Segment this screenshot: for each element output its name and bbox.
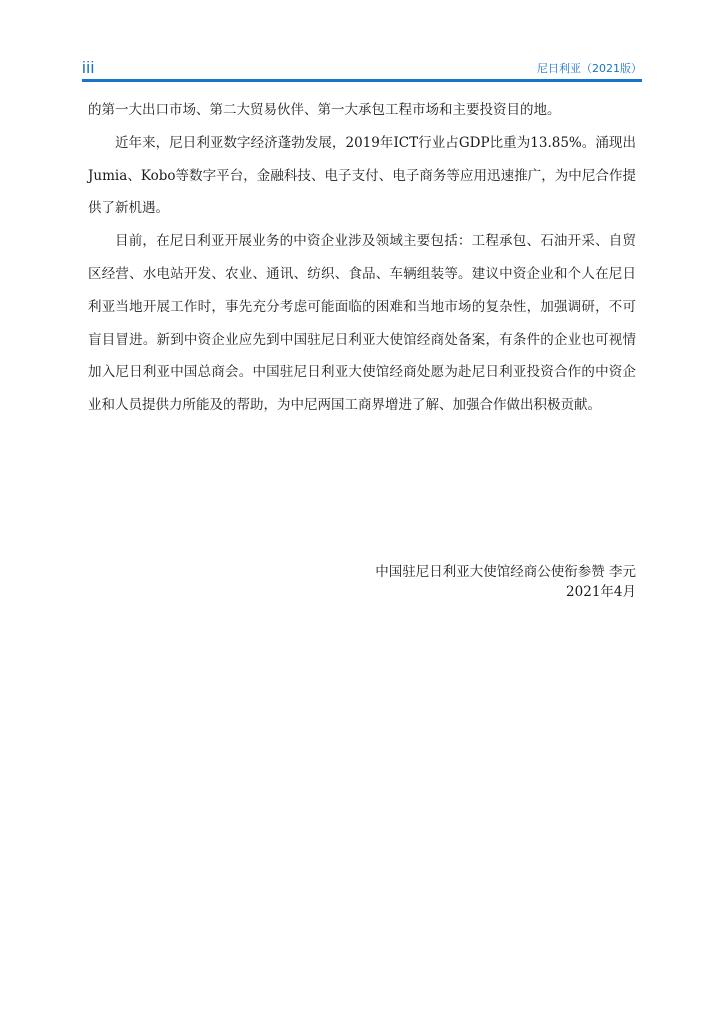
signature-block xyxy=(375,562,636,602)
paragraph-digital-economy: 近年来，尼日利亚数字经济蓬勃发展，2019年ICT行业占GDP比重为13.85%。涌现出Jumia、Kobo等数字平台，金融科技、电子支付、电子商务等应用迅速推广，为中尼合作提供了新机遇。 xyxy=(88,134,636,217)
page-number: iii xyxy=(82,58,95,77)
page-header xyxy=(82,58,642,80)
paragraph-continuation: 的第一大出口市场、第二大贸易伙伴、第一大承包工程市场和主要投资目的地。 xyxy=(88,102,561,118)
running-title: 尼日利亚（2021版） xyxy=(537,62,642,75)
header-rule xyxy=(82,79,642,82)
signature-date: 2021年4月 xyxy=(566,584,636,600)
paragraph-business-advice: 目前，在尼日利亚开展业务的中资企业涉及领域主要包括：工程承包、石油开采、自贸区经营、水电站开发、农业、通讯、纺织、食品、车辆组装等。建议中资企业和个人在尼日利亚当地开展工作时，事先充分考虑可能面临的困难和当地市场的复杂性，加强调研，不可盲目冒进。新到中资企业应先到中国驻尼日利亚大使馆经商处备案，有条件的企业也可视情加入尼日利亚中国总商会。中国驻尼日利亚大使馆经商处愿为赴尼日利亚投资合作的中资企业和人员提供力所能及的帮助，为中尼两国工商界增进了解、加强合作做出积极贡献。 xyxy=(88,233,636,414)
signature-author: 中国驻尼日利亚大使馆经商公使衔参赞 李元 xyxy=(375,564,636,580)
body-text xyxy=(88,94,636,422)
